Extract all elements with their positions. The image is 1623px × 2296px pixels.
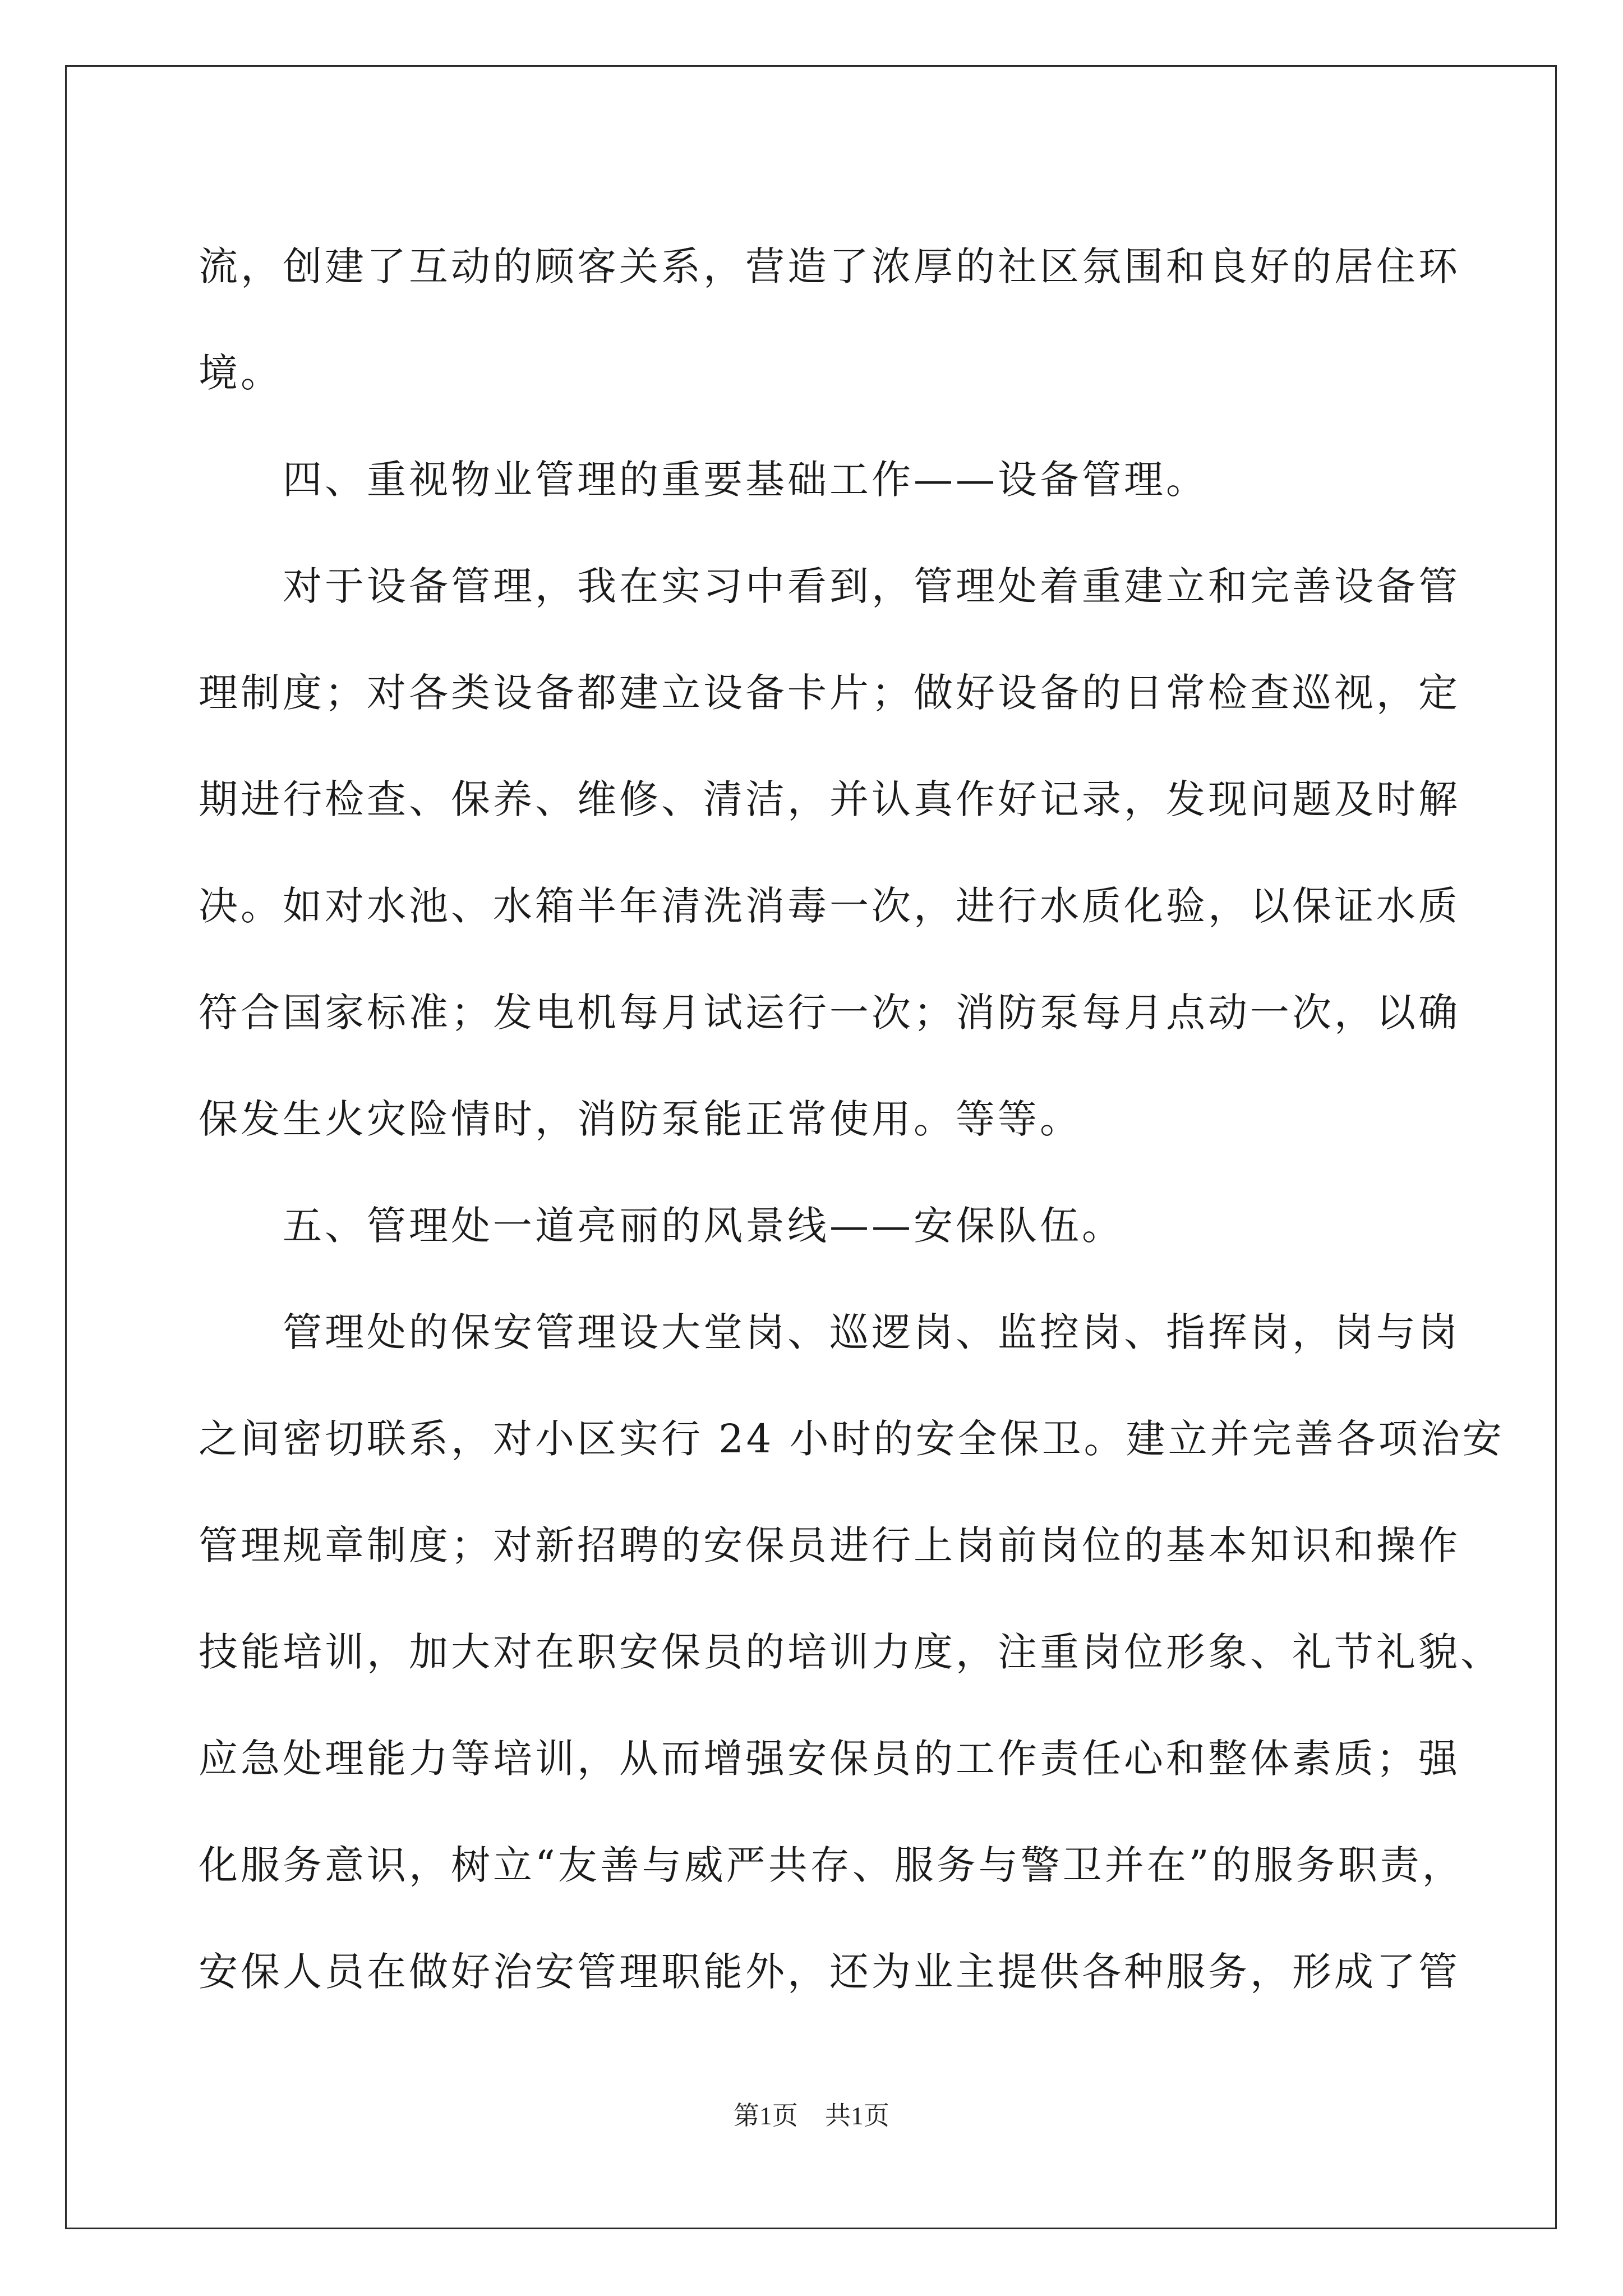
text-line-11: 管理处的保安管理设大堂岗、巡逻岗、监控岗、指挥岗，岗与岗 xyxy=(283,1309,1460,1355)
text-line-12: 之间密切联系，对小区实行 24 小时的安全保卫。建立并完善各项治安 xyxy=(199,1416,1505,1462)
section-heading-5: 五、管理处一道亮丽的风景线——安保队伍。 xyxy=(283,1203,1124,1249)
text-line-9: 保发生火灾险情时，消防泵能正常使用。等等。 xyxy=(199,1096,1082,1142)
text-line-8: 符合国家标准；发电机每月试运行一次；消防泵每月点动一次，以确 xyxy=(199,990,1460,1036)
text-line-2: 境。 xyxy=(199,350,283,396)
page-footer xyxy=(0,2095,1623,2132)
document-body xyxy=(199,213,1505,2025)
page-number: 第1页 xyxy=(734,2101,798,2130)
text-line-14: 技能培训，加大对在职安保员的培训力度，注重岗位形象、礼节礼貌、 xyxy=(199,1629,1502,1675)
text-line-16: 化服务意识，树立“友善与威严共存、服务与警卫并在”的服务职责， xyxy=(199,1842,1464,1888)
text-line-6: 期进行检查、保养、维修、清洁，并认真作好记录，发现问题及时解 xyxy=(199,776,1460,822)
text-line-13: 管理规章制度；对新招聘的安保员进行上岗前岗位的基本知识和操作 xyxy=(199,1522,1460,1568)
text-line-1: 流，创建了互动的顾客关系，营造了浓厚的社区氛围和良好的居住环 xyxy=(199,243,1460,289)
text-line-17: 安保人员在做好治安管理职能外，还为业主提供各种服务，形成了管 xyxy=(199,1949,1460,1995)
text-line-7: 决。如对水池、水箱半年清洗消毒一次，进行水质化验，以保证水质 xyxy=(199,883,1460,929)
text-line-15: 应急处理能力等培训，从而增强安保员的工作责任心和整体素质；强 xyxy=(199,1736,1460,1782)
text-line-5: 理制度；对各类设备都建立设备卡片；做好设备的日常检查巡视，定 xyxy=(199,670,1460,716)
page-total: 共1页 xyxy=(825,2101,889,2130)
section-heading-4: 四、重视物业管理的重要基础工作——设备管理。 xyxy=(283,457,1208,503)
text-line-4: 对于设备管理，我在实习中看到，管理处着重建立和完善设备管 xyxy=(283,563,1460,609)
